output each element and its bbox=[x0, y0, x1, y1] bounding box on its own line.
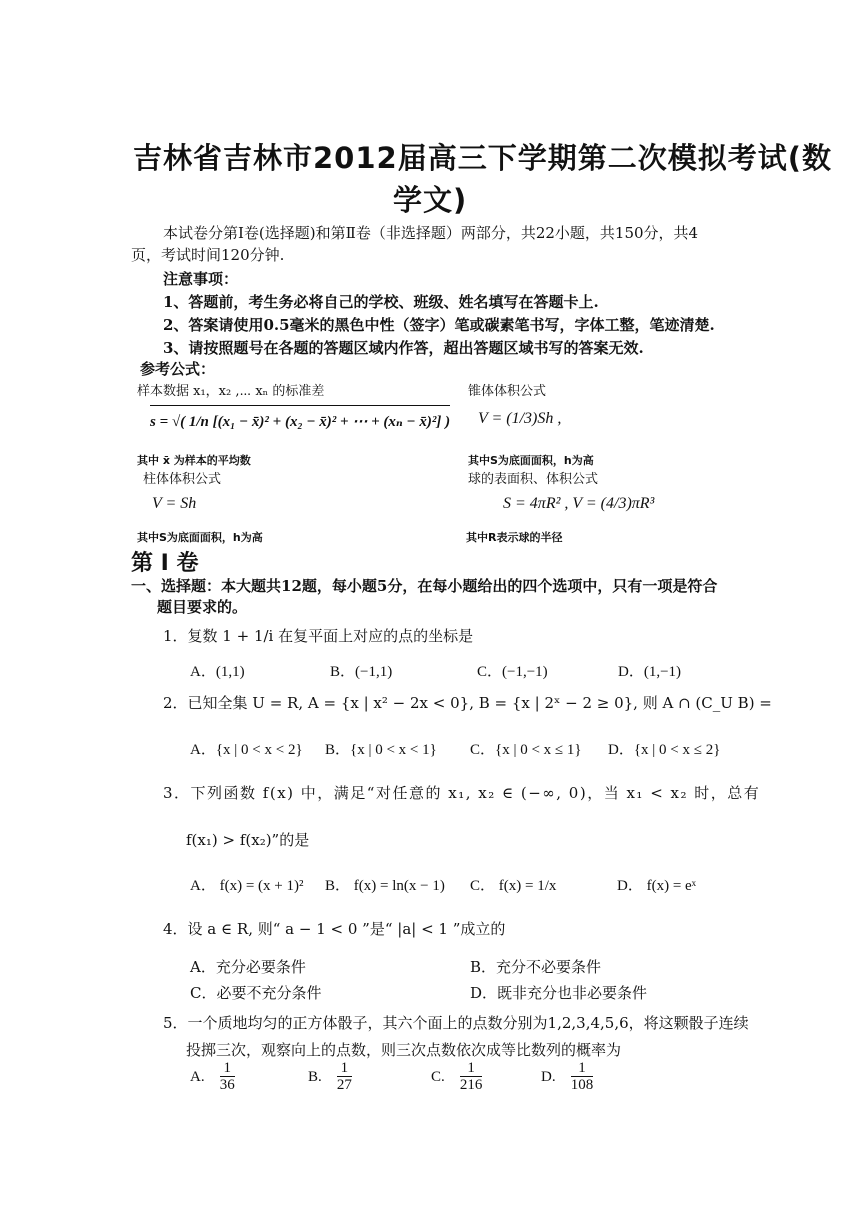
fraction-numerator: 1 bbox=[340, 1060, 349, 1076]
option-b: B．{x | 0 < x < 1} bbox=[325, 742, 437, 758]
sphere-label: 球的表面积、体积公式 bbox=[468, 472, 599, 487]
cyl-label: 柱体体积公式 bbox=[143, 472, 222, 487]
section-heading-line1: 一、选择题：本大题共12题，每小题5分，在每小题给出的四个选项中，只有一项是符合 bbox=[131, 577, 718, 595]
fraction-numerator: 1 bbox=[578, 1060, 586, 1076]
option-c: C．必要不充分条件 bbox=[190, 984, 322, 1002]
option-c: C．{x | 0 < x ≤ 1} bbox=[470, 742, 582, 758]
std-note: 其中 x̄ 为样本的平均数 bbox=[137, 454, 251, 467]
option-letter: D. bbox=[541, 1069, 556, 1085]
question-stem-line1: 3．下列函数 f(x) 中，满足“对任意的 x₁, x₂ ∈ (−∞, 0)，当 x₁ < x₂ 时，总有 bbox=[163, 784, 761, 802]
intro-line1: 本试卷分第Ⅰ卷(选择题)和第Ⅱ卷（非选择题）两部分，共22小题，共150分，共4 bbox=[163, 224, 699, 242]
question-stem: 1．复数 1 + 1/i 在复平面上对应的点的坐标是 bbox=[163, 627, 474, 645]
note-item: 2、答案请使用0.5毫米的黑色中性（签字）笔或碳素笔书写，字体工整，笔迹清楚. bbox=[163, 316, 715, 334]
option-a: A．(1,1) bbox=[190, 664, 245, 680]
question-stem-line1: 5．一个质地均匀的正方体骰子，其六个面上的点数分别为1,2,3,4,5,6，将这颗骰子连续 bbox=[163, 1014, 749, 1032]
cyl-formula: V = Sh bbox=[152, 495, 197, 512]
option-b: B． f(x) = ln(x − 1) bbox=[325, 878, 445, 894]
fraction-numerator: 1 bbox=[223, 1060, 231, 1076]
section-heading-line2: 题目要求的。 bbox=[157, 598, 248, 616]
fraction-denominator: 108 bbox=[570, 1077, 594, 1093]
option-a: A． f(x) = (x + 1)² bbox=[190, 878, 304, 894]
option-fraction bbox=[571, 1060, 594, 1093]
cone-label: 锥体体积公式 bbox=[468, 384, 547, 399]
page-title-line1: 吉林省吉林市2012届高三下学期第二次模拟考试(数 bbox=[133, 141, 832, 175]
fraction-denominator: 27 bbox=[336, 1077, 352, 1093]
intro-line2: 页，考试时间120分钟. bbox=[131, 246, 285, 264]
option-b: B．充分不必要条件 bbox=[470, 958, 602, 976]
fraction-numerator: 1 bbox=[467, 1060, 475, 1076]
page-title-line2: 学文) bbox=[393, 183, 468, 217]
option-letter: B. bbox=[308, 1069, 322, 1085]
option-c: C．(−1,−1) bbox=[477, 664, 548, 680]
sphere-formula: S = 4πR² , V = (4/3)πR³ bbox=[503, 495, 655, 512]
cone-formula: V = (1/3)Sh , bbox=[478, 410, 562, 427]
option-fraction bbox=[220, 1060, 235, 1093]
note-item: 1、答题前，考生务必将自己的学校、班级、姓名填写在答题卡上. bbox=[163, 293, 599, 311]
sphere-note: 其中R表示球的半径 bbox=[466, 531, 563, 544]
option-d: D．{x | 0 < x ≤ 2} bbox=[608, 742, 721, 758]
option-d: D．既非充分也非必要条件 bbox=[470, 984, 648, 1002]
option-letter: C. bbox=[431, 1069, 445, 1085]
option-c bbox=[431, 1060, 482, 1093]
option-letter: A. bbox=[190, 1069, 205, 1085]
option-fraction bbox=[460, 1060, 483, 1093]
option-b bbox=[308, 1060, 352, 1093]
formula-header: 参考公式： bbox=[140, 360, 216, 378]
option-d: D．(1,−1) bbox=[618, 664, 682, 680]
option-a: A．充分必要条件 bbox=[190, 958, 306, 976]
fraction-denominator: 216 bbox=[459, 1077, 483, 1093]
cyl-note: 其中S为底面面积，h为高 bbox=[137, 531, 263, 544]
question-stem: 2．已知全集 U = R, A = {x | x² − 2x < 0}, B = {x | 2ˣ − 2 ≥ 0}, 则 A ∩ (C_U B) = bbox=[163, 694, 772, 712]
question-stem: 4．设 a ∈ R, 则“ a − 1 < 0 ”是“ |a| < 1 ”成立的 bbox=[163, 920, 506, 938]
option-d: D． f(x) = eˣ bbox=[617, 878, 697, 894]
note-item: 3、请按照题号在各题的答题区域内作答，超出答题区域书写的答案无效. bbox=[163, 339, 644, 357]
notes-header: 注意事项： bbox=[163, 270, 239, 288]
option-fraction bbox=[337, 1060, 352, 1093]
option-c: C． f(x) = 1/x bbox=[470, 878, 557, 894]
option-a: A．{x | 0 < x < 2} bbox=[190, 742, 303, 758]
option-d bbox=[541, 1060, 593, 1093]
option-b: B．(−1,1) bbox=[330, 664, 393, 680]
part-heading: 第 I 卷 bbox=[131, 551, 199, 576]
question-stem-line2: 投掷三次，观察向上的点数，则三次点数依次成等比数列的概率为 bbox=[186, 1041, 622, 1059]
cone-note: 其中S为底面面积，h为高 bbox=[468, 454, 594, 467]
option-a bbox=[190, 1060, 235, 1093]
question-stem-line2: f(x₁) > f(x₂)”的是 bbox=[186, 831, 310, 849]
fraction-denominator: 36 bbox=[219, 1077, 235, 1093]
std-formula: s = √( 1/n [(x₁ − x̄)² + (x₂ − x̄)² + ⋯ + (xₙ − x̄)²] ) bbox=[150, 405, 450, 431]
std-label: 样本数据 x₁，x₂ ,⋯ xₙ 的标准差 bbox=[137, 384, 325, 399]
